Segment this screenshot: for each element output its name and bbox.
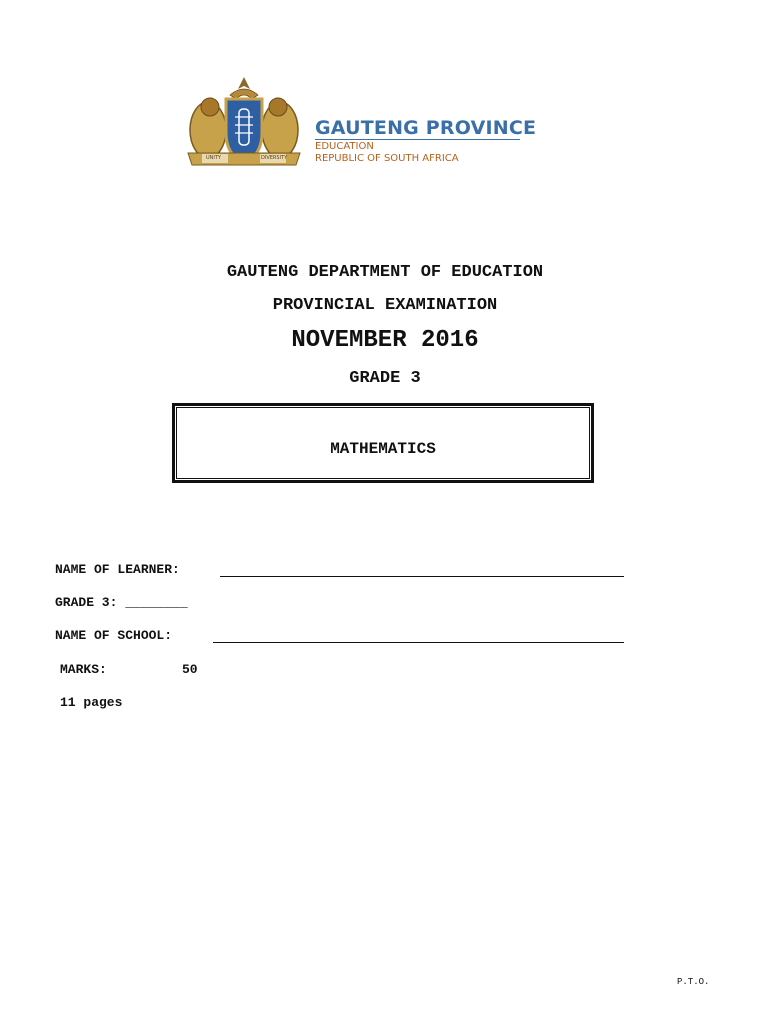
pto-note: P.T.O. bbox=[677, 977, 710, 987]
learner-name-label: NAME OF LEARNER: bbox=[55, 562, 180, 577]
learner-name-line[interactable] bbox=[220, 576, 624, 577]
exam-title: PROVINCIAL EXAMINATION bbox=[272, 296, 498, 315]
coat-of-arms-icon bbox=[180, 75, 310, 175]
department-title: GAUTENG DEPARTMENT OF EDUCATION bbox=[226, 263, 544, 282]
crest-motto-left: UNITY bbox=[206, 155, 221, 161]
brand-country: REPUBLIC OF SOUTH AFRICA bbox=[315, 153, 459, 164]
brand-divider bbox=[315, 139, 520, 140]
brand-title: GAUTENG PROVINCE bbox=[315, 117, 537, 139]
subject-box bbox=[172, 403, 594, 483]
page-count: 11 pages bbox=[60, 695, 123, 710]
school-name-line[interactable] bbox=[213, 642, 624, 643]
crest-motto-right: DIVERSITY bbox=[261, 155, 288, 161]
session-title: NOVEMBER 2016 bbox=[291, 327, 479, 354]
grade-title: GRADE 3 bbox=[349, 369, 421, 388]
marks-label: MARKS: bbox=[60, 662, 107, 677]
marks-value: 50 bbox=[182, 662, 198, 677]
brand-subtitle: EDUCATION bbox=[315, 141, 374, 152]
subject-title: MATHEMATICS bbox=[330, 440, 436, 458]
grade-field[interactable]: GRADE 3: ________ bbox=[55, 595, 188, 610]
school-name-label: NAME OF SCHOOL: bbox=[55, 628, 173, 643]
